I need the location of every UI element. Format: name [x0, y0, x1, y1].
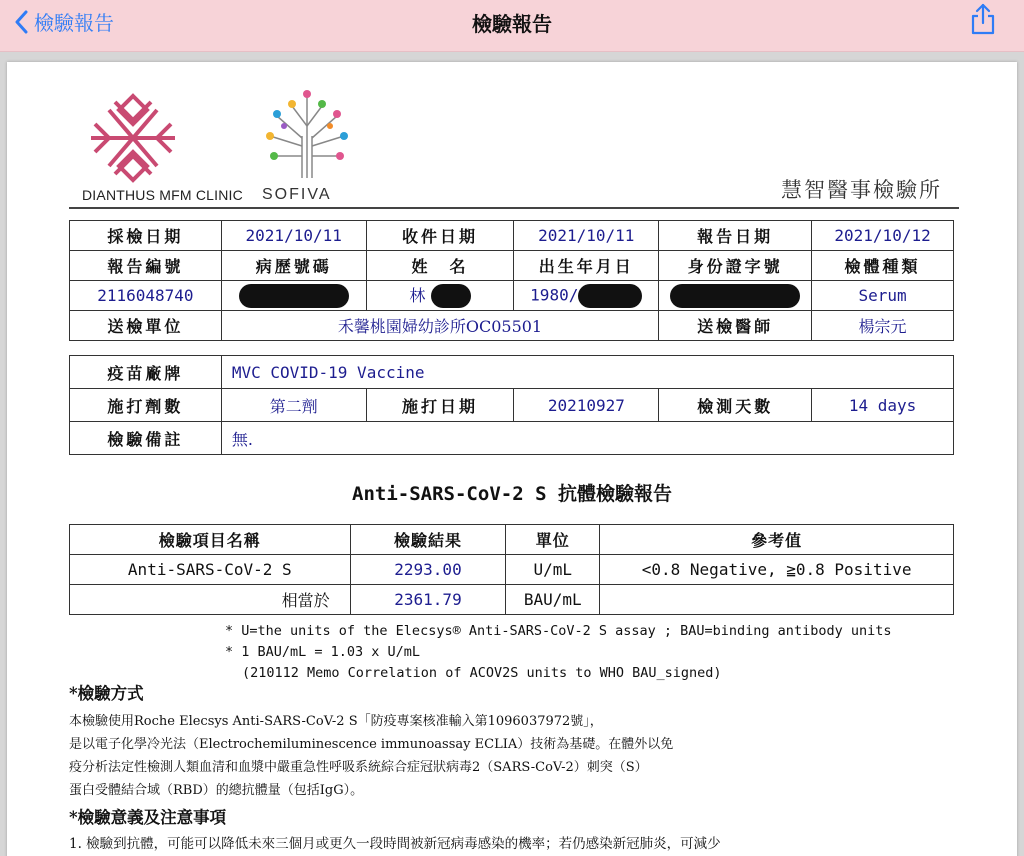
dose-value: 第二劑	[221, 389, 366, 422]
result-unit: U/mL	[506, 555, 600, 585]
brand-logo-text: SOFIVA	[262, 186, 332, 203]
empty-reference-cell	[600, 585, 954, 615]
share-icon	[968, 2, 998, 36]
collection-date-label: 採檢日期	[70, 221, 222, 251]
chart-no-label: 病歷號碼	[221, 251, 366, 281]
test-days-value: 14 days	[812, 389, 954, 422]
report-date-value: 2021/10/12	[812, 221, 954, 251]
nav-bar	[0, 0, 1024, 52]
result-item-name: Anti-SARS-CoV-2 S	[70, 555, 351, 585]
id-cell	[659, 281, 812, 311]
name-cell	[366, 281, 514, 311]
redaction-mark	[670, 284, 800, 308]
reference-value: <0.8 Negative, ≧0.8 Positive	[600, 555, 954, 585]
col-header-unit: 單位	[506, 525, 600, 555]
back-label: 檢驗報告	[34, 11, 114, 35]
patient-info-table	[69, 220, 954, 341]
sofiva-tree-icon	[262, 86, 352, 182]
method-line: 蛋白受體結合域（RBD）的總抗體量（包括IgG）。	[69, 783, 364, 798]
redaction-mark	[578, 284, 642, 308]
specimen-label: 檢體種類	[812, 251, 954, 281]
vaccine-info-table	[69, 355, 954, 455]
vaccine-brand-label: 疫苗廠牌	[70, 356, 222, 389]
vacc-date-label: 施打日期	[366, 389, 514, 422]
dob-value: 1980/	[530, 285, 579, 304]
method-line: 是以電子化學冷光法（Electrochemiluminescence immunoassay ECLIA）技術為基礎。在體外以免	[69, 737, 674, 752]
share-button[interactable]	[968, 2, 998, 40]
name-value: 林	[409, 285, 426, 305]
lab-name: 慧智醫事檢驗所	[781, 178, 942, 202]
name-label: 姓 名	[366, 251, 514, 281]
dob-cell	[514, 281, 659, 311]
report-date-label: 報告日期	[659, 221, 812, 251]
doctor-label: 送檢醫師	[659, 311, 812, 341]
vaccine-brand-value: MVC COVID-19 Vaccine	[221, 356, 953, 389]
received-date-value: 2021/10/11	[514, 221, 659, 251]
table-row	[70, 555, 954, 585]
footnote-line: * 1 BAU/mL = 1.03 x U/mL	[225, 644, 421, 660]
result-value: 2293.00	[350, 555, 506, 585]
meaning-item: 1. 檢驗到抗體，可能可以降低未來三個月或更久一段時間被新冠病毒感染的機率；若仍感染新冠肺炎，可減少	[69, 836, 721, 852]
footnote-line: (210112 Memo Correlation of ACOV2S units to WHO BAU_signed)	[242, 665, 722, 681]
dose-label: 施打劑數	[70, 389, 222, 422]
method-line: 本檢驗使用Roche Elecsys Anti-SARS-CoV-2 S「防疫專案核准輸入第1096037972號」，	[69, 714, 603, 729]
doctor-value: 楊宗元	[812, 311, 954, 341]
dianthus-logo-icon	[85, 92, 181, 184]
method-heading: *檢驗方式	[69, 684, 144, 703]
col-header-reference: 參考值	[600, 525, 954, 555]
clinic-logo-text: DIANTHUS MFM CLINIC	[82, 187, 243, 203]
equivalent-unit: BAU/mL	[506, 585, 600, 615]
method-paragraph	[69, 710, 969, 802]
equivalent-value: 2361.79	[350, 585, 506, 615]
id-label: 身份證字號	[659, 251, 812, 281]
results-table	[69, 524, 954, 615]
meaning-heading: *檢驗意義及注意事項	[69, 808, 227, 827]
report-no-label: 報告編號	[70, 251, 222, 281]
redaction-mark	[239, 284, 349, 308]
page-title: 檢驗報告	[472, 12, 552, 36]
col-header-result: 檢驗結果	[350, 525, 506, 555]
redaction-mark	[431, 284, 471, 308]
report-title: Anti-SARS-CoV-2 S 抗體檢驗報告	[352, 483, 672, 505]
remark-label: 檢驗備註	[70, 422, 222, 455]
received-date-label: 收件日期	[366, 221, 514, 251]
report-no-value: 2116048740	[70, 281, 222, 311]
sender-unit-value: 禾馨桃園婦幼診所OC05501	[221, 311, 658, 341]
footnote-line: * U=the units of the Elecsys® Anti-SARS-CoV-2 S assay ; BAU=binding antibody units	[225, 623, 892, 639]
remark-value: 無.	[221, 422, 953, 455]
header-divider	[69, 207, 959, 209]
chart-no-cell	[221, 281, 366, 311]
specimen-value: Serum	[812, 281, 954, 311]
table-row	[70, 585, 954, 615]
dob-label: 出生年月日	[514, 251, 659, 281]
col-header-item: 檢驗項目名稱	[70, 525, 351, 555]
vacc-date-value: 20210927	[514, 389, 659, 422]
sender-unit-label: 送檢單位	[70, 311, 222, 341]
footnotes	[225, 621, 891, 684]
equivalent-label: 相當於	[70, 585, 351, 615]
collection-date-value: 2021/10/11	[221, 221, 366, 251]
method-line: 疫分析法定性檢測人類血清和血漿中嚴重急性呼吸系統綜合症冠狀病毒2（SARS-CoV-2）刺突（S）	[69, 760, 648, 775]
test-days-label: 檢測天數	[659, 389, 812, 422]
report-document[interactable]	[7, 62, 1017, 856]
